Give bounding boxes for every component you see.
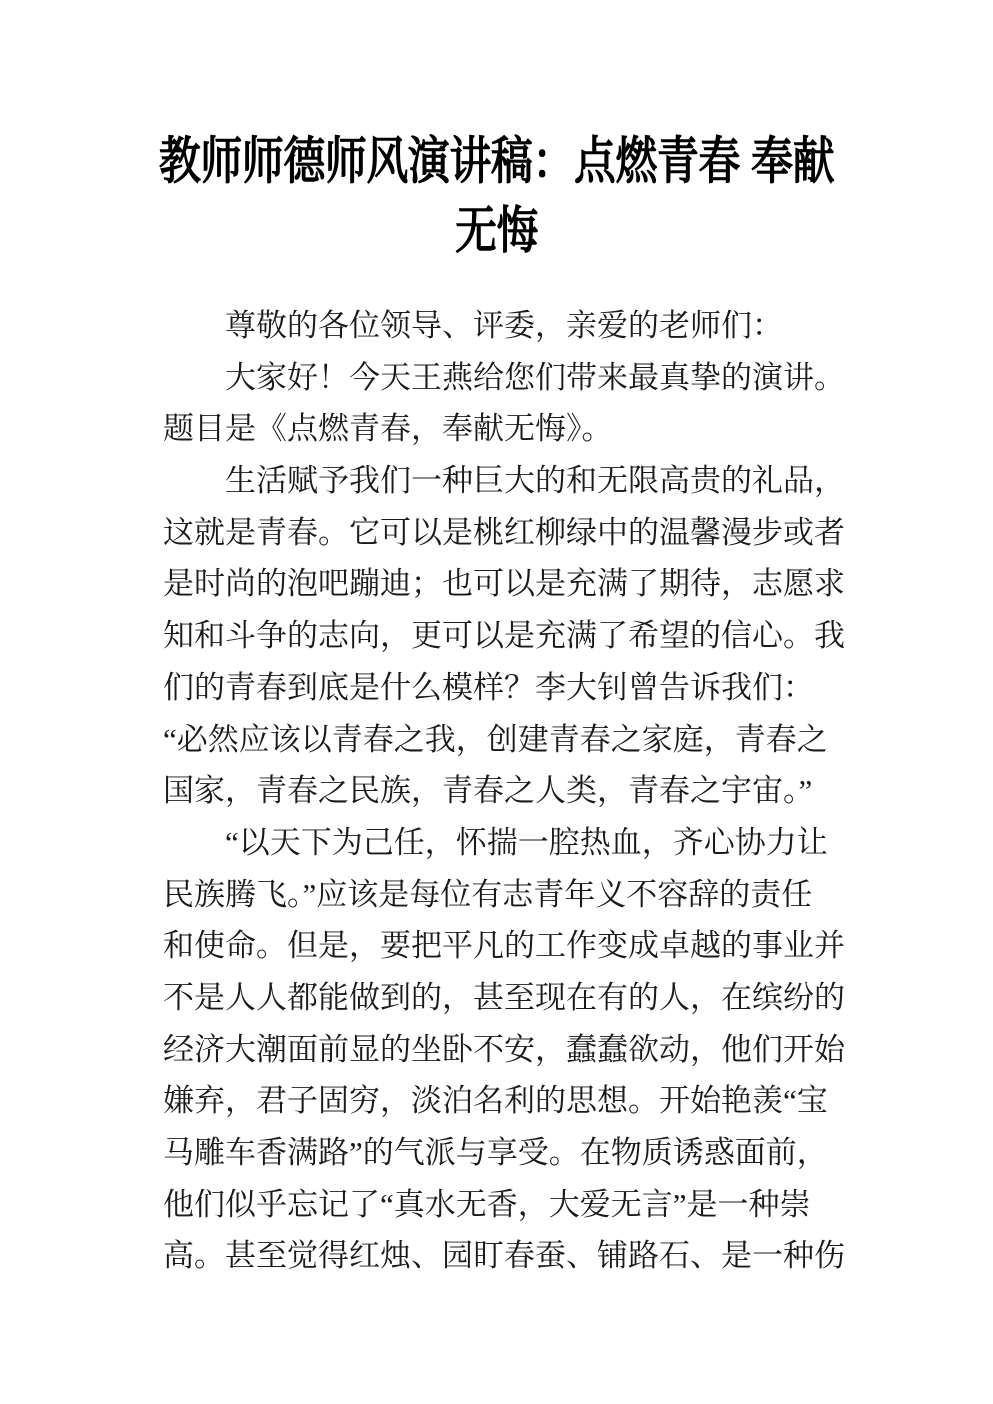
title-line-2: 无悔 bbox=[454, 201, 538, 259]
text-line: 知和斗争的志向，更可以是充满了希望的信心。我 bbox=[163, 618, 845, 654]
text-line: “以天下为己任，怀揣一腔热血，齐心协力让 bbox=[225, 824, 828, 860]
text-line: 不是人人都能做到的，甚至现在有的人，在缤纷的 bbox=[163, 979, 845, 1015]
title-line-1: 教师师德师风演讲稿：点燃青春 奉献 bbox=[158, 132, 835, 190]
text-line: 尊敬的各位领导、评委，亲爱的老师们： bbox=[225, 308, 783, 343]
text-line: 和使命。但是，要把平凡的工作变成卓越的事业并 bbox=[163, 928, 845, 964]
text-line: 经济大潮面前显的坐卧不安，蠢蠢欲动，他们开始 bbox=[163, 1031, 845, 1067]
text-line: 他们似乎忘记了“真水无香，大爱无言”是一种崇 bbox=[163, 1186, 811, 1222]
document-title bbox=[0, 126, 993, 265]
text-line: 国家，青春之民族，青春之人类，青春之宇宙。” bbox=[163, 773, 813, 809]
text-line: “必然应该以青春之我，创建青春之家庭，青春之 bbox=[163, 721, 828, 757]
text-line: 马雕车香满路”的气派与享受。在物质诱惑面前， bbox=[163, 1135, 828, 1170]
text-line: 生活赋予我们一种巨大的和无限高贵的礼品， bbox=[225, 463, 845, 499]
text-line: 们的青春到底是什么模样？李大钊曾告诉我们： bbox=[163, 669, 814, 705]
text-line: 大家好！今天王燕给您们带来最真挚的演讲。 bbox=[225, 359, 845, 395]
text-line: 题目是《点燃青春，奉献无悔》。 bbox=[163, 411, 613, 447]
text-line: 这就是青春。它可以是桃红柳绿中的温馨漫步或者 bbox=[163, 514, 845, 550]
text-line: 高。甚至觉得红烛、园盯春蚕、铺路石、是一种伤 bbox=[163, 1238, 845, 1274]
text-line: 民族腾飞。”应该是每位有志青年义不容辞的责任 bbox=[163, 876, 813, 912]
text-line: 是时尚的泡吧蹦迪；也可以是充满了期待，志愿求 bbox=[163, 566, 845, 602]
document-body bbox=[163, 300, 863, 1282]
text-line: 嫌弃，君子固穷，淡泊名利的思想。开始艳羡“宝 bbox=[163, 1083, 828, 1119]
